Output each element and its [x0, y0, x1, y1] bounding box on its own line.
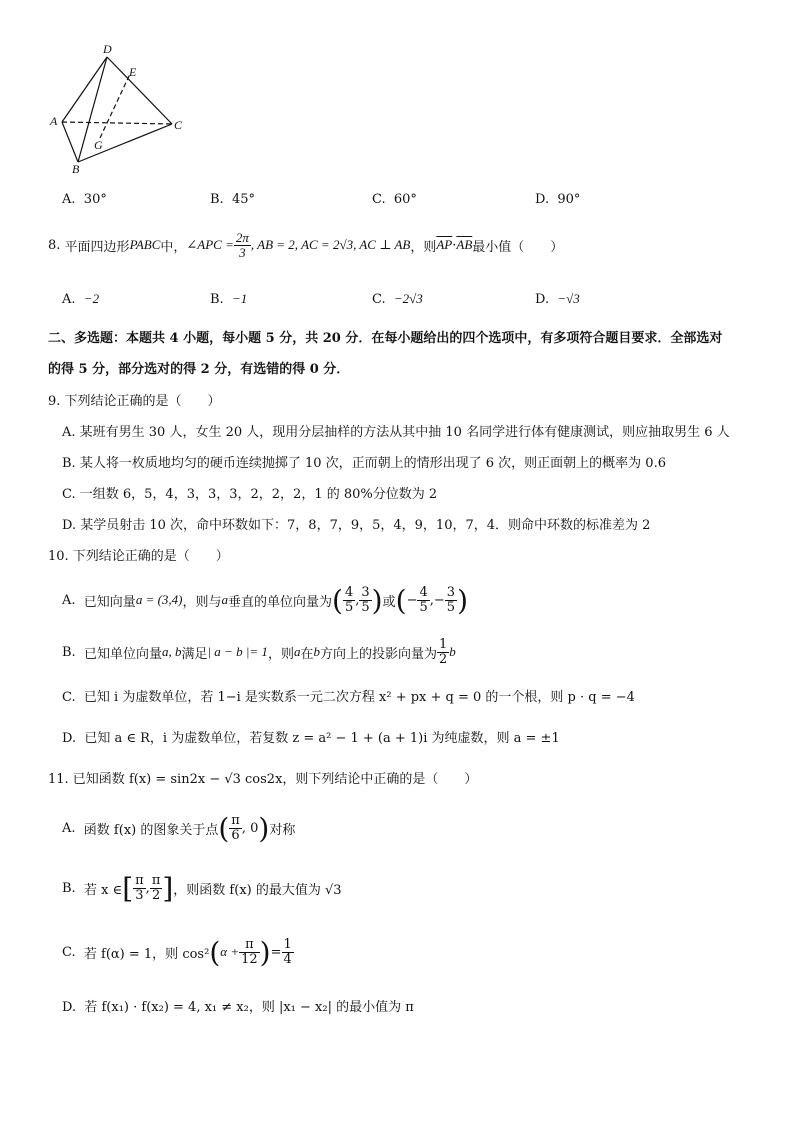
fraction-numerator: 3 [361, 584, 370, 600]
vertex-label-b: B [72, 162, 80, 176]
right-bracket: ] [162, 871, 174, 905]
option-text: 90° [557, 192, 581, 207]
text-segment: 若 x ∈ [83, 882, 123, 898]
vector-b: b [449, 644, 456, 659]
fraction-denominator: 2 [151, 887, 161, 903]
q11-stem: 11. 已知函数 f(x) = sin2x − √3 cos2x，则下列结论中正确的是（ ） [48, 772, 478, 787]
option-text: 若 f(x₁) · f(x₂) = 4, x₁ ≠ x₂，则 |x₁ − x₂| 的最小值为 π [84, 1000, 414, 1015]
option-letter: A. [62, 292, 76, 307]
q8-option-d[interactable] [535, 291, 580, 307]
fraction [239, 938, 260, 966]
vertex-label-d: D [103, 42, 112, 56]
q7-option-d[interactable] [535, 192, 580, 207]
fraction-numerator: π [231, 812, 240, 828]
q8-dot: · [452, 237, 457, 253]
left-paren: ( [218, 811, 230, 845]
option-letter: A. [62, 592, 76, 608]
fraction-denominator: 6 [231, 827, 240, 843]
q10-option-d[interactable] [62, 727, 560, 746]
q8-ask-prefix: ，则 [410, 239, 437, 255]
option-letter: D. [62, 1000, 77, 1015]
option-letter: B. [62, 644, 76, 660]
q10-option-a[interactable] [62, 578, 468, 622]
fraction [150, 874, 163, 902]
q8-angle: ∠APC = [186, 237, 234, 252]
right-paren: ) [457, 583, 468, 617]
text-segment: ，则 [267, 646, 294, 662]
vector-a: a [221, 592, 229, 607]
q11-option-a[interactable] [62, 806, 295, 850]
q8-ask-suffix: 最小值（ ） [472, 239, 564, 255]
option-letter: D. [535, 192, 550, 207]
q8-option-c[interactable] [372, 291, 423, 307]
text-segment: 或 [382, 594, 396, 610]
fraction-denominator: 4 [283, 951, 292, 967]
q9-option-c[interactable]: C. 一组数 6，5，4，3，3，3，2，2，2，1 的 80%分位数为 2 [62, 487, 438, 502]
fraction-numerator: π [135, 872, 144, 888]
fraction-numerator: 1 [438, 636, 448, 652]
text-segment: 垂直的单位向量为 [228, 594, 333, 610]
fraction [133, 874, 146, 902]
option-letter: C. [62, 690, 76, 705]
vector-b: b [313, 644, 320, 659]
edge-dc [107, 57, 172, 124]
text-segment: 对称 [269, 822, 296, 838]
q7-option-a[interactable] [62, 192, 107, 207]
text-segment: α + [220, 944, 240, 959]
text-segment: , 0 [241, 820, 259, 836]
minus-sign: − [406, 592, 418, 608]
q11-option-c[interactable] [62, 930, 294, 974]
option-letter: A. [62, 820, 76, 836]
fraction [359, 586, 371, 614]
option-letter: B. [210, 192, 224, 207]
option-text: −1 [231, 291, 248, 306]
text-segment: ，则与 [182, 594, 222, 610]
vertex-label-e: E [129, 65, 137, 79]
fraction-numerator: 3 [446, 584, 456, 600]
fraction-numerator: 1 [283, 936, 292, 952]
option-text: 已知 i 为虚数单位，若 1−i 是实数系一元二次方程 x² + px + q = 0 的一个根，则 p · q = −4 [83, 690, 635, 705]
option-letter: C. [62, 944, 76, 960]
text-segment: = [270, 944, 282, 960]
edge-da [62, 57, 107, 122]
edge-ab [62, 122, 78, 162]
fraction [282, 938, 294, 966]
option-text: 60° [393, 192, 417, 207]
text-segment: 已知向量 [83, 594, 136, 610]
left-paren: ( [332, 583, 343, 617]
option-letter: C. [372, 292, 386, 307]
right-paren: ) [258, 811, 270, 845]
section2-header-line1: 二、多选题：本题共 4 小题，每小题 5 分，共 20 分．在每小题给出的四个选项中，有多项符合题目要求．全部选对 [48, 331, 723, 346]
section2-header-line2: 的得 5 分，部分选对的得 2 分，有选错的得 0 分． [48, 362, 350, 377]
left-paren: ( [395, 583, 407, 617]
q8-conditions: , AB = 2, AC = 2√3, AC ⊥ AB [250, 237, 411, 252]
text-segment: 函数 f(x) 的图象关于点 [83, 822, 219, 838]
q10-option-c[interactable] [62, 686, 635, 705]
option-text: 已知 a ∈ R，i 为虚数单位，若复数 z = a² − 1 + (a + 1)i 为纯虚数，则 a = ±1 [84, 731, 560, 746]
q9-option-a[interactable]: A. 某班有男生 30 人，女生 20 人，现用分层抽样的方法从其中抽 10 名同学进行体有健康测试，则应抽取男生 6 人 [62, 425, 730, 440]
fraction [343, 586, 355, 614]
text-segment: 在 [300, 646, 314, 662]
text-segment: ，则函数 f(x) 的最大值为 √3 [173, 882, 342, 898]
q8-vector-ab: $\overline{AB}$ [456, 237, 473, 252]
edge-ac-dashed [62, 122, 172, 124]
text-segment: 若 f(α) = 1，则 cos² [83, 946, 210, 962]
q8-stem [48, 228, 563, 262]
q8-fraction [234, 231, 251, 259]
q10-stem: 10. 下列结论正确的是（ ） [48, 549, 229, 564]
option-text: −√3 [557, 291, 580, 306]
option-text: −2 [83, 291, 100, 306]
text-segment: 满足 [181, 646, 208, 662]
q9-option-b[interactable]: B. 某人将一枚质地均匀的硬币连续抛掷了 10 次，正而朝上的情形出现了 6 次，则正面朝上的概率为 0.6 [62, 456, 666, 471]
fraction-numerator: 4 [419, 584, 428, 600]
right-paren: ) [371, 583, 383, 617]
vertex-label-c: C [174, 118, 183, 132]
q11-option-d[interactable] [62, 996, 414, 1015]
fraction-denominator: 12 [241, 951, 258, 967]
question-number: 8. [48, 237, 61, 253]
q8-text-mid: 中， [160, 239, 187, 255]
segment-ge-dashed [100, 74, 130, 138]
fraction-numerator: 4 [344, 584, 354, 600]
left-bracket: [ [122, 871, 134, 905]
option-letter: B. [62, 880, 76, 896]
fraction [437, 638, 449, 666]
fraction-numerator: 2π [235, 229, 249, 245]
q8-shape: PABC [129, 237, 161, 252]
q8-vector-ap: $\overline{AP}$ [436, 237, 453, 252]
option-letter: D. [535, 292, 550, 307]
fraction-denominator: 3 [239, 244, 246, 260]
q8-option-b[interactable] [210, 291, 247, 307]
edge-bc [78, 124, 172, 162]
vector-a: a [293, 644, 301, 659]
fraction [445, 586, 457, 614]
fraction-numerator: π [239, 938, 260, 953]
fraction [229, 814, 242, 842]
vectors-ab: a, b [161, 644, 182, 659]
vector-a-value: a = (3,4) [135, 592, 183, 607]
vector-difference: | a − b |= 1 [207, 644, 268, 659]
option-letter: B. [210, 292, 224, 307]
text-segment: 已知单位向量 [83, 646, 162, 662]
q9-option-d[interactable]: D. 某学员射击 10 次，命中环数如下：7，8，7，9，5，4，9，10，7，4．则命中环数的标准差为 2 [62, 518, 651, 533]
fraction-denominator: 5 [361, 599, 370, 615]
tetrahedron-figure [40, 40, 200, 180]
option-letter: D. [62, 731, 77, 746]
option-text: 45° [231, 192, 255, 207]
comma: , [355, 592, 360, 608]
q11-option-b[interactable] [62, 866, 342, 910]
option-letter: C. [372, 192, 386, 207]
q8-text-prefix: 平面四边形 [64, 239, 130, 255]
text-segment: 方向上的投影向量为 [319, 646, 437, 662]
vertex-label-g: G [94, 138, 103, 152]
q9-stem: 9. 下列结论正确的是（ ） [48, 394, 221, 409]
option-text: 30° [83, 192, 107, 207]
option-letter: A. [62, 192, 76, 207]
fraction-denominator: 3 [135, 887, 144, 903]
right-paren: ) [259, 935, 271, 969]
fraction-denominator: 5 [344, 599, 354, 615]
comma: , [145, 880, 150, 896]
q10-option-b[interactable] [62, 632, 456, 672]
q8-option-a[interactable] [62, 291, 99, 307]
option-text: −2√3 [393, 291, 423, 306]
fraction [417, 586, 429, 614]
fraction-denominator: 5 [419, 599, 428, 615]
left-paren: ( [209, 935, 221, 969]
vertex-label-a: A [50, 114, 58, 128]
q7-option-b[interactable] [210, 192, 255, 207]
comma: ,− [429, 592, 445, 608]
q7-option-c[interactable] [372, 192, 417, 207]
fraction-denominator: 2 [438, 651, 448, 667]
fraction-denominator: 5 [446, 599, 456, 615]
fraction-numerator: π [151, 872, 161, 888]
